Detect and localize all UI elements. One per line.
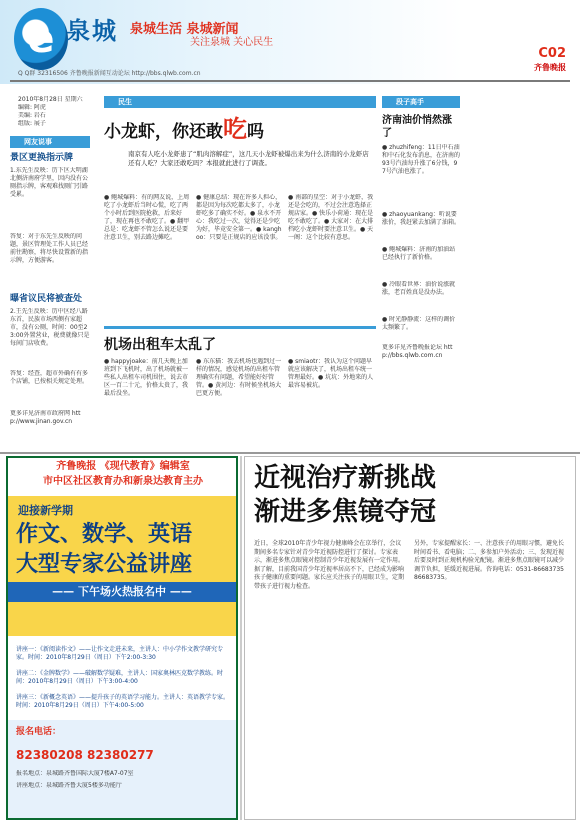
feature-title-line1: 近视治疗新挑战 [254, 463, 437, 493]
ad-title-line1: 作文、数学、英语 [16, 522, 193, 547]
story2-headline: 机场出租车太乱了 [104, 337, 216, 353]
forum-info-line: Q Q群 32316506 齐鲁晚报新闻互动论坛 http://bbs.qlwb.com.cn [18, 70, 201, 77]
left-column [10, 136, 90, 434]
story1-column-3: ● 南部的星空：对于小龙虾，我还是会吃的，不过会注意选择正规店家。● 快乐小荷通：现在是吃不敢吃了。● 大家对：在大排档吃小龙虾时要注意卫生。● 天一阁：这个比较有意思。 [288, 194, 374, 241]
ad-hotline-label: 报名电话： [16, 727, 62, 737]
column-divider [240, 456, 242, 820]
logo-name: 泉城 [66, 17, 118, 45]
slogan-sub: 关注泉城 关心民生 [190, 37, 274, 48]
left-item1-answer: 答复：对于东先生反映的问题，景区管理处工作人员已经前往勘察，将尽快设置新的指示牌，方便游客。 [10, 233, 89, 264]
ad-intro: 迎接新学期 [18, 504, 73, 517]
left-item1-question: 1.东先生反映：历下区大明湖北侧济南府学里，因内没有公厕指示牌，客观难找厕门引路受累。 [10, 167, 89, 198]
story1-column-2: ● 健康总结：现在许多人担心，都是因为每次吃都太多了，小龙虾吃多了确实不好。● 泉水不开心：我吃过一次，觉得还是少吃为好，毕竟安全第一。● kanghoo：只要是正规店的应该没事。 [196, 194, 282, 241]
feature-column-1: 近日，全球2010年青少年视力健康峰会在京举行，会议期间多名专家针对青少年近视防控进行了探讨。专家表示，渐进多焦点眼镜对控制青少年近视发展有一定作用。据了解，目前我国青少年近视率居高不下，已经成为影响孩子健康的重要问题。家长应关注孩子的用眼卫生，定期带孩子进行视力检查。 [254, 540, 405, 590]
right-post-3: ● 鲍城爆料：济南的加油站已经执行了新价格。 [382, 246, 456, 261]
left-more-link[interactable]: 更多详见济南市政府网 http://www.jinan.gov.cn [10, 410, 81, 425]
right-column [382, 96, 460, 368]
slogan: 泉城生活 泉城新闻 [130, 22, 239, 37]
story2-rule [104, 326, 376, 329]
story2-column-1: ● happyjoake：前几天晚上加班到下飞机时，出了机场就被一些私人出租车司机围住，说去市区一百二十元，价格太贵了，我最后没坐。 [104, 358, 189, 397]
left-section2-title: 曝省议民将被查处 [10, 294, 83, 304]
editor-credit: 编辑: 阿虎 [18, 104, 46, 111]
ad-hotline: 82380208 82380277 [16, 748, 154, 762]
tab-jokes: 段子高手 [382, 96, 460, 108]
lecture-ad [6, 456, 238, 820]
story1-column-1: ● 鲍城爆料：有的网友说，上周吃了小龙虾后当时心慌，吃了两个小时后到医院抢救，后来好了，现在再也不敢吃了。● 翻甲总是：吃龙虾不管怎么说还是要注意卫生，别去路边摊吃。 [104, 194, 190, 241]
feature-title-line2: 渐进多焦镜夺冠 [254, 497, 437, 527]
ad-banner-host: 市中区社区教育办和新泉达教育主办 [43, 476, 203, 487]
ad-banner-organizer: 齐鲁晚报 《现代教育》编辑室 [56, 461, 190, 472]
right-post-1: ● zhuzhifeng：11日中石油和中石化发布消息，在济南的93号汽油每升涨了6分钱，97号汽油也涨了。 [382, 144, 460, 175]
brand-mark: 齐鲁晚报 [534, 63, 566, 72]
section-divider [0, 452, 580, 454]
page-code: C02 [538, 46, 566, 61]
ad-session-2: 讲座二：《金牌数学》——破解数学疑难，主讲人：国家奥林匹克数学教练。时间：2010年8月29日（周日）下午3:00-4:00 [16, 670, 224, 685]
ad-session-1: 讲座一：《新阅读作文》——让作文走进未来，主讲人：中小学作文教学研究专家。时间：2010年8月29日（周日）下午2:00-3:30 [16, 646, 224, 661]
ad-venue-address: 讲座地点：泉城路齐鲁大厦5楼多功能厅 [16, 782, 122, 789]
ad-title-line2: 大型专家公益讲座 [16, 552, 193, 577]
tab-livelihood: 民生 [104, 96, 376, 108]
left-item2-answer: 答复：经查，超市外确有有多个店铺，已按相关规定处理。 [10, 370, 89, 385]
right-headline: 济南油价悄然涨了 [382, 115, 452, 139]
designer-credit: 美编: 岩石 [18, 112, 46, 119]
right-post-2: ● zhaoyuankang：听说要涨价，我赶紧去加满了油箱。 [382, 211, 460, 226]
header-rule [10, 80, 570, 82]
left-item2-question: 2.王先生反映：历中区经八路东首，民族市场西侧有家超市，没有公厕，时间：00至23:00外置营业，税费就像只是每间门店收费。 [10, 308, 90, 347]
headline-red-word: 吃 [223, 115, 247, 143]
ad-signup-address: 报名地点：泉城路齐鲁国际大厦7楼A7-07室 [16, 770, 134, 777]
issue-date: 2010年8月28日 星期六 [18, 96, 83, 103]
story2-column-3: ● smiaotr：我认为这个问题早就应该解决了，机场出租车统一管理最好。● 坑坑：外地来的人最容易被坑。 [288, 358, 374, 389]
headline-part-a: 小龙虾，你还敢 [104, 122, 223, 142]
date-box [18, 96, 98, 128]
right-post-5: ● 时光静静流：这样的调价太频繁了。 [382, 316, 456, 331]
right-post-4: ● 冷眼看世界：油价说涨就涨，老百姓真是没办法。 [382, 281, 456, 296]
story1-lead: 南京有人吃小龙虾患了“肌肉溶解症”，这几天小龙虾被爆出来为什么济南的小龙虾店还有人吃？大家还敢吃吗？本报就此进行了调查。 [128, 150, 369, 167]
logo-e-icon: e [14, 8, 68, 70]
story1-headline [104, 115, 376, 143]
ad-session-3: 讲座三：《新概念英语》——提升孩子的英语学习能力。主讲人：英语教学专家。时间：2010年8月29日（周日）下午4:00-5:00 [16, 694, 230, 709]
left-section-title: 景区更换指示牌 [10, 153, 74, 163]
headline-part-c: 吗 [247, 122, 264, 142]
right-more-link[interactable]: 更多详见齐鲁晚报论坛 http://bbs.qlwb.com.cn [382, 344, 453, 359]
story2-column-2: ● 东东猫：我去机场也遇到过一样的情况，感觉机场的出租车管理确实有问题，希望能好好管管。● 黄河边：有时候坐机场大巴更方便。 [196, 358, 282, 397]
feature-column-2: 另外，专家提醒家长：一、注意孩子的用眼习惯，避免长时间看书、看电脑；二、多参加户外活动；三、发现近视后要及时到正规机构验光配镜。渐进多焦点眼镜可以减少调节负担，延缓近视进展。咨询电话：0531-86683735 86683735。 [414, 540, 565, 581]
proof-credit: 组版: 展子 [18, 120, 46, 127]
ad-subtitle: —— 下午场火热报名中 —— [8, 582, 236, 602]
tab-netizen-talk: 网友说事 [10, 136, 90, 148]
